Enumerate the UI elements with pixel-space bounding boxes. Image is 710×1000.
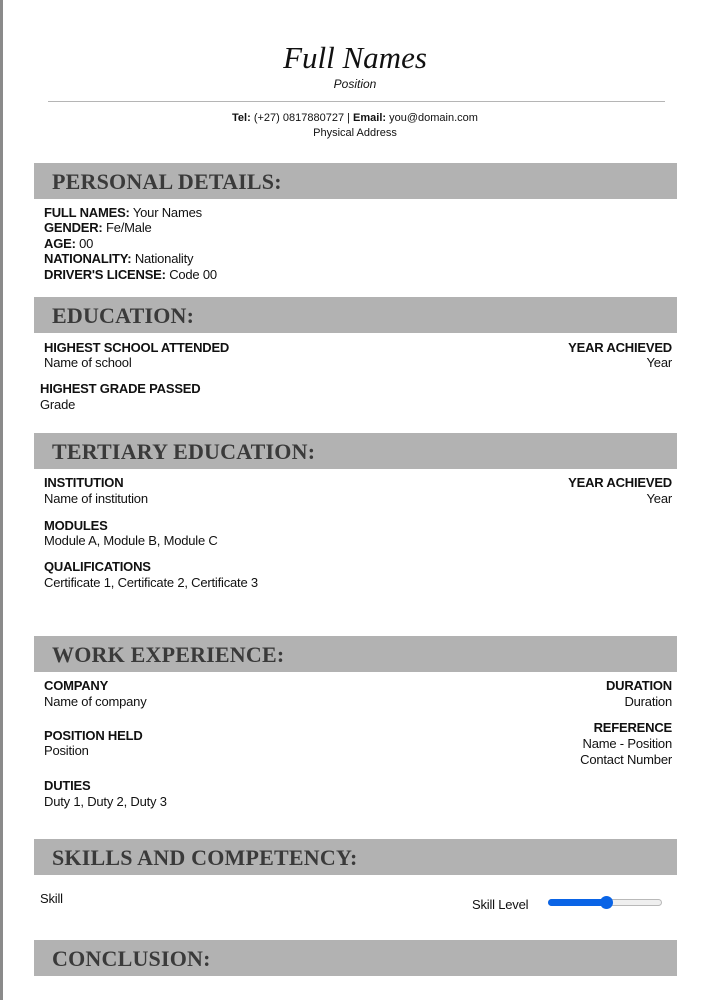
- section-title: TERTIARY EDUCATION:: [52, 439, 316, 464]
- field-value: Fe/Male: [105, 220, 152, 235]
- personal-gender: [44, 220, 152, 235]
- contact-line: [0, 112, 710, 125]
- contact-separator: |: [347, 112, 350, 124]
- physical-address: Physical Address: [313, 127, 397, 139]
- school-label: HIGHEST SCHOOL ATTENDED: [44, 340, 230, 355]
- modules-value: Module A, Module B, Module C: [44, 533, 218, 548]
- slider-thumb[interactable]: [600, 896, 613, 909]
- field-label: NATIONALITY:: [44, 251, 132, 266]
- qualifications-value: Certificate 1, Certificate 2, Certificate 3: [44, 575, 258, 590]
- field-label: GENDER:: [44, 220, 103, 235]
- section-tertiary-education: [34, 433, 677, 469]
- reference-name: Name - Position: [582, 736, 672, 751]
- school-value: Name of school: [44, 355, 132, 370]
- institution-label: INSTITUTION: [44, 475, 124, 490]
- full-name-heading: Full Names: [283, 40, 427, 75]
- duration-label: DURATION: [605, 678, 672, 693]
- position-subtitle: Position: [333, 77, 377, 91]
- duties-value: Duty 1, Duty 2, Duty 3: [44, 794, 167, 809]
- section-skills: [34, 839, 677, 875]
- duration-value: Duration: [624, 694, 672, 709]
- section-conclusion: [34, 940, 677, 976]
- position-held-value: Position: [44, 743, 89, 758]
- personal-full-names: [44, 205, 202, 220]
- field-value: 00: [79, 236, 94, 251]
- qualifications-label: QUALIFICATIONS: [44, 559, 151, 574]
- section-personal-details: [34, 163, 677, 199]
- reference-label: REFERENCE: [593, 720, 672, 735]
- section-work-experience: [34, 636, 677, 672]
- personal-nationality: [44, 251, 193, 266]
- tertiary-year-label: YEAR ACHIEVED: [568, 475, 672, 490]
- grade-value: Grade: [40, 397, 76, 412]
- company-label: COMPANY: [44, 678, 109, 693]
- section-title: EDUCATION:: [52, 303, 195, 328]
- header-divider: [48, 101, 665, 102]
- tel-label: Tel:: [232, 112, 251, 124]
- field-label: AGE:: [44, 236, 76, 251]
- email-label: Email:: [353, 112, 387, 124]
- institution-value: Name of institution: [44, 491, 148, 506]
- section-title: SKILLS AND COMPETENCY:: [52, 845, 358, 870]
- education-year-value: Year: [646, 355, 672, 370]
- field-value: Nationality: [134, 251, 194, 266]
- skill-level-slider[interactable]: [548, 897, 662, 907]
- modules-label: MODULES: [44, 518, 108, 533]
- section-education: [34, 297, 677, 333]
- duties-label: DUTIES: [44, 778, 91, 793]
- email-value: you@domain.com: [389, 112, 478, 124]
- position-held-label: POSITION HELD: [44, 728, 143, 743]
- field-value: Code 00: [169, 267, 217, 282]
- section-title: PERSONAL DETAILS:: [52, 169, 282, 194]
- education-year-label: YEAR ACHIEVED: [568, 340, 672, 355]
- skill-name: Skill: [40, 891, 63, 906]
- field-label: DRIVER'S LICENSE:: [44, 267, 166, 282]
- section-title: CONCLUSION:: [52, 946, 211, 971]
- field-label: FULL NAMES:: [44, 205, 130, 220]
- personal-age: [44, 236, 93, 251]
- tel-value: (+27) 0817880727: [253, 112, 345, 124]
- skill-level-label: Skill Level: [472, 897, 529, 912]
- company-value: Name of company: [44, 694, 147, 709]
- slider-fill: [548, 899, 606, 906]
- reference-contact: Contact Number: [580, 752, 672, 767]
- personal-drivers-license: [44, 267, 217, 282]
- field-value: Your Names: [132, 205, 202, 220]
- section-title: WORK EXPERIENCE:: [52, 642, 285, 667]
- grade-label: HIGHEST GRADE PASSED: [40, 381, 201, 396]
- tertiary-year-value: Year: [646, 491, 672, 506]
